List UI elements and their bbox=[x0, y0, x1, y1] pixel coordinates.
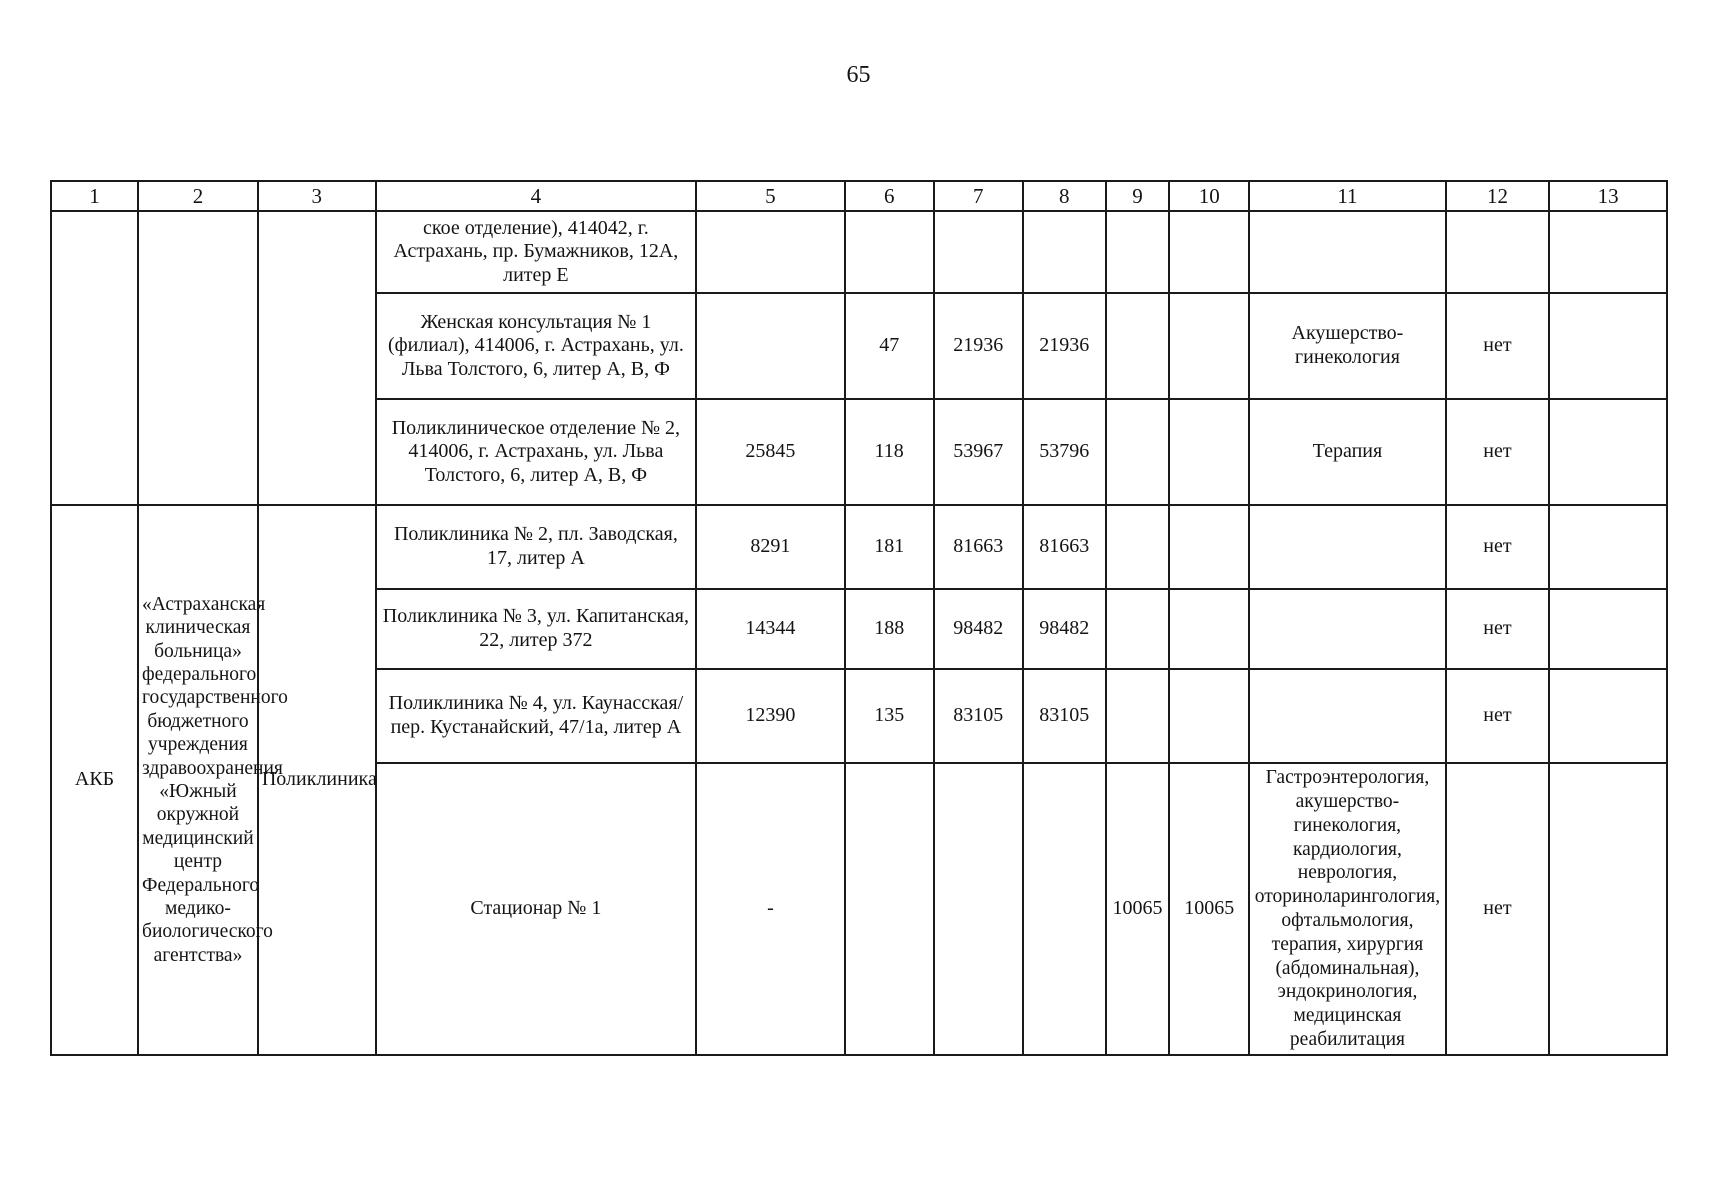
table-cell bbox=[51, 211, 138, 505]
table-cell bbox=[1106, 669, 1169, 763]
column-header: 3 bbox=[258, 181, 376, 211]
facility-address: Женская консультация № 1 (филиал), 414006, г. Астрахань, ул. Льва Толстого, 6, литер А, В, Ф bbox=[376, 293, 697, 399]
table-cell bbox=[1106, 293, 1169, 399]
table-row bbox=[51, 211, 1667, 293]
column-header: 11 bbox=[1249, 181, 1446, 211]
table-cell bbox=[845, 211, 934, 293]
facility-address: ское отделение), 414042, г. Астрахань, пр. Бумажников, 12А, литер Е bbox=[376, 211, 697, 293]
table-cell bbox=[1549, 293, 1667, 399]
table-cell bbox=[138, 211, 258, 505]
table-cell: 188 bbox=[845, 589, 934, 669]
table-cell bbox=[696, 293, 844, 399]
profile-cell: Терапия bbox=[1249, 399, 1446, 505]
column-header: 13 bbox=[1549, 181, 1667, 211]
table-cell bbox=[1106, 589, 1169, 669]
table-cell: 12390 bbox=[696, 669, 844, 763]
table-cell: 53967 bbox=[934, 399, 1023, 505]
table-cell: 14344 bbox=[696, 589, 844, 669]
facility-address: Поликлиника № 4, ул. Каунасская/пер. Кустанайский, 47/1а, литер А bbox=[376, 669, 697, 763]
table-cell: 53796 bbox=[1023, 399, 1106, 505]
table-cell: нет bbox=[1446, 399, 1549, 505]
table-cell: нет bbox=[1446, 505, 1549, 589]
facility-address: Поликлиника № 2, пл. Заводская, 17, литер А bbox=[376, 505, 697, 589]
table-cell bbox=[1023, 763, 1106, 1055]
table-cell: 83105 bbox=[1023, 669, 1106, 763]
profile-cell bbox=[1249, 589, 1446, 669]
facility-type: Поликлиника bbox=[258, 505, 376, 1055]
table-cell: 118 bbox=[845, 399, 934, 505]
table-cell bbox=[1169, 669, 1249, 763]
column-header: 8 bbox=[1023, 181, 1106, 211]
table-cell: 98482 bbox=[934, 589, 1023, 669]
table-cell: 135 bbox=[845, 669, 934, 763]
table-cell bbox=[1249, 211, 1446, 293]
table-cell: - bbox=[696, 763, 844, 1055]
table-cell bbox=[1549, 505, 1667, 589]
header-row bbox=[51, 181, 1667, 211]
table-cell: 181 bbox=[845, 505, 934, 589]
column-header: 5 bbox=[696, 181, 844, 211]
profile-cell bbox=[1249, 505, 1446, 589]
table-cell bbox=[1023, 211, 1106, 293]
table-cell bbox=[1106, 211, 1169, 293]
table-cell: 10065 bbox=[1106, 763, 1169, 1055]
organization-name: «Астраханская клиническая больница» федерального государственного бюджетного учреждения здравоохранения «Южный окружной медицинский центр Федерального медико-биологического агентства» bbox=[138, 505, 258, 1055]
table-cell bbox=[1169, 399, 1249, 505]
table-cell: 81663 bbox=[1023, 505, 1106, 589]
table-cell bbox=[1446, 211, 1549, 293]
table-cell: нет bbox=[1446, 293, 1549, 399]
column-header: 10 bbox=[1169, 181, 1249, 211]
column-header: 7 bbox=[934, 181, 1023, 211]
table-cell: 10065 bbox=[1169, 763, 1249, 1055]
table-cell bbox=[934, 211, 1023, 293]
facility-address: Поликлиника № 3, ул. Капитанская, 22, литер 372 bbox=[376, 589, 697, 669]
facility-address: Поликлиническое отделение № 2, 414006, г. Астрахань, ул. Льва Толстого, 6, литер А, В, Ф bbox=[376, 399, 697, 505]
table-cell bbox=[1169, 589, 1249, 669]
table-cell: 8291 bbox=[696, 505, 844, 589]
table-cell bbox=[1169, 293, 1249, 399]
column-header: 12 bbox=[1446, 181, 1549, 211]
table-cell bbox=[1549, 589, 1667, 669]
table-cell bbox=[1169, 505, 1249, 589]
column-header: 6 bbox=[845, 181, 934, 211]
table-cell: нет bbox=[1446, 669, 1549, 763]
table-cell bbox=[934, 763, 1023, 1055]
table-cell bbox=[1549, 669, 1667, 763]
facility-address: Стационар № 1 bbox=[376, 763, 697, 1055]
table-cell: 98482 bbox=[1023, 589, 1106, 669]
table-cell: 81663 bbox=[934, 505, 1023, 589]
table-cell bbox=[845, 763, 934, 1055]
table-cell bbox=[1106, 399, 1169, 505]
column-header: 9 bbox=[1106, 181, 1169, 211]
table-cell bbox=[1549, 211, 1667, 293]
table-cell: нет bbox=[1446, 589, 1549, 669]
table-cell: 21936 bbox=[934, 293, 1023, 399]
data-table bbox=[50, 180, 1668, 1056]
table-cell: нет bbox=[1446, 763, 1549, 1055]
table-row bbox=[51, 505, 1667, 589]
table-cell bbox=[1549, 399, 1667, 505]
profile-cell: Гастроэнтерология, акушерство-гинекология, кардиология, неврология, оториноларингология, офтальмология, терапия, хирургия (абдоминальная), эндокринология, медицинская реабилитация bbox=[1249, 763, 1446, 1055]
table-cell: 83105 bbox=[934, 669, 1023, 763]
column-header: 4 bbox=[376, 181, 697, 211]
profile-cell bbox=[1249, 669, 1446, 763]
column-header: 1 bbox=[51, 181, 138, 211]
table-cell bbox=[696, 211, 844, 293]
table-cell: 21936 bbox=[1023, 293, 1106, 399]
table-cell: 25845 bbox=[696, 399, 844, 505]
column-header: 2 bbox=[138, 181, 258, 211]
table-cell bbox=[1549, 763, 1667, 1055]
table-cell: 47 bbox=[845, 293, 934, 399]
table-cell bbox=[258, 211, 376, 505]
profile-cell: Акушерство-гинекология bbox=[1249, 293, 1446, 399]
group-code: АКБ bbox=[51, 505, 138, 1055]
table-cell bbox=[1169, 211, 1249, 293]
page-number: 65 bbox=[846, 62, 871, 88]
table-cell bbox=[1106, 505, 1169, 589]
